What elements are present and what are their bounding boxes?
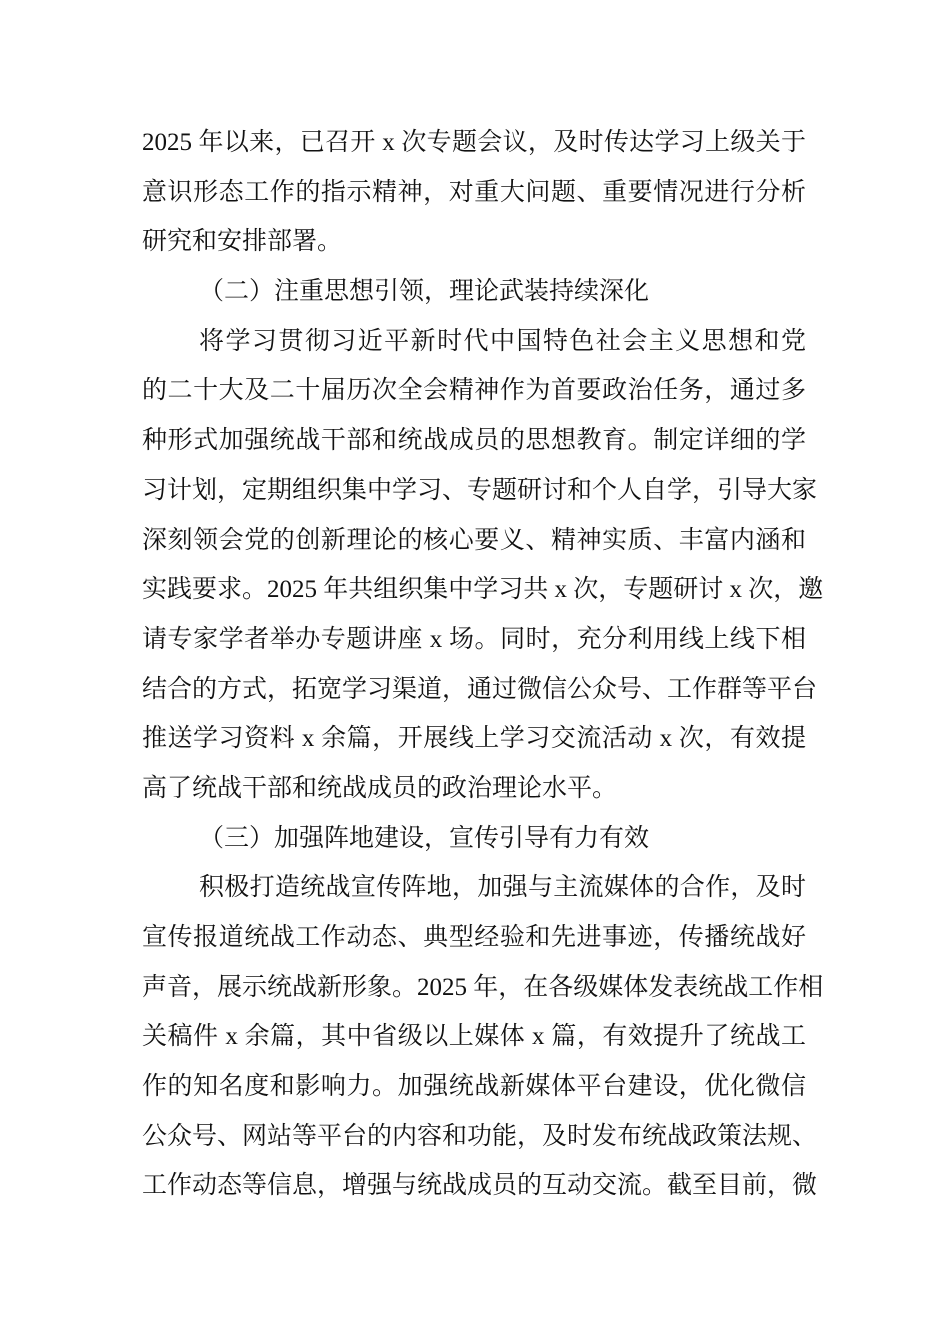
text-line: 宣传报道统战工作动态、典型经验和先进事迹，传播统战好	[142, 924, 806, 951]
text-line: 关稿件 x 余篇，其中省级以上媒体 x 篇，有效提升了统战工	[142, 1023, 806, 1051]
section-heading: （二）注重思想引领，理论武装持续深化	[199, 278, 650, 306]
text-line: 实践要求。2025 年共组织集中学习共 x 次，专题研讨 x 次，邀	[142, 576, 824, 604]
text-line: 推送学习资料 x 余篇，开展线上学习交流活动 x 次，有效提	[142, 725, 806, 753]
document-page	[142, 118, 824, 1211]
text-line: 的二十大及二十届历次全会精神作为首要政治任务，通过多	[142, 377, 806, 405]
text-line: 积极打造统战宣传阵地，加强与主流媒体的合作，及时	[199, 874, 806, 902]
text-line: 高了统战干部和统战成员的政治理论水平。	[142, 774, 618, 802]
text-line: 公众号、网站等平台的内容和功能，及时发布统战政策法规、	[142, 1122, 818, 1150]
text-line: 研究和安排部署。	[142, 228, 343, 256]
text-line: 作的知名度和影响力。加强统战新媒体平台建设，优化微信	[142, 1073, 806, 1101]
text-line: 请专家学者举办专题讲座 x 场。同时，充分利用线上线下相	[142, 625, 806, 653]
text-line: 2025 年以来，已召开 x 次专题会议，及时传达学习上级关于	[142, 129, 806, 156]
text-line: 习计划，定期组织集中学习、专题研讨和个人自学，引导大家	[142, 476, 818, 504]
text-line: 将学习贯彻习近平新时代中国特色社会主义思想和党	[199, 327, 806, 355]
text-line: 种形式加强统战干部和统战成员的思想教育。制定详细的学	[142, 427, 806, 455]
text-line: 工作动态等信息，增强与统战成员的互动交流。截至目前，微	[142, 1172, 818, 1200]
section-heading: （三）加强阵地建设，宣传引导有力有效	[199, 824, 650, 852]
text-line: 深刻领会党的创新理论的核心要义、精神实质、丰富内涵和	[142, 526, 806, 554]
text-line: 意识形态工作的指示精神，对重大问题、重要情况进行分析	[142, 178, 806, 206]
text-line: 结合的方式，拓宽学习渠道，通过微信公众号、工作群等平台	[142, 675, 818, 703]
text-line: 声音，展示统战新形象。2025 年，在各级媒体发表统战工作相	[142, 973, 824, 1001]
